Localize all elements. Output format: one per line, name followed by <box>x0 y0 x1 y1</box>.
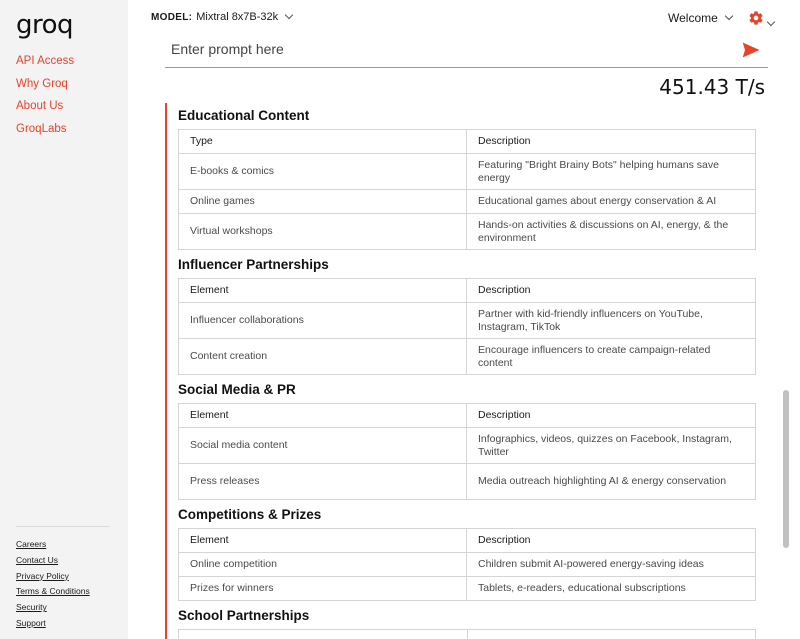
sidebar-divider <box>16 526 110 527</box>
footer-link-careers[interactable]: Careers <box>16 539 47 549</box>
section-influencer-partnerships <box>167 252 770 375</box>
table-row <box>179 303 756 339</box>
column-header: Type <box>179 130 467 154</box>
table-row <box>179 214 756 250</box>
table-cell: E-books & comics <box>179 154 467 190</box>
column-header: Description <box>467 130 756 154</box>
table-header-row <box>179 404 756 428</box>
chevron-down-icon <box>285 11 293 19</box>
table-cell: Infographics, videos, quizzes on Facebook, Instagram, Twitter <box>467 428 756 464</box>
section-educational-content <box>167 103 770 250</box>
section-title: Influencer Partnerships <box>178 257 329 272</box>
table-row <box>179 154 756 190</box>
table-cell: Influencer collaborations <box>179 303 467 339</box>
table-header-row <box>179 630 756 639</box>
section-social-media-pr <box>167 377 770 500</box>
user-menu[interactable] <box>668 11 732 25</box>
welcome-text: Welcome <box>668 11 718 25</box>
table-cell: Tablets, e-readers, educational subscriptions <box>467 577 756 601</box>
column-header: Description <box>467 529 756 553</box>
section-title: School Partnerships <box>178 608 310 623</box>
table-cell: Content creation <box>179 339 467 375</box>
table-header-row <box>179 130 756 154</box>
table-cell: Children submit AI-powered energy-saving ideas <box>467 553 756 577</box>
column-header <box>179 630 468 639</box>
prompt-input[interactable] <box>165 34 705 64</box>
section-school-partnerships <box>167 603 770 639</box>
table-row <box>179 464 756 500</box>
table-cell: Encourage influencers to create campaign-related content <box>467 339 756 375</box>
table-cell: Social media content <box>179 428 467 464</box>
section-competitions-prizes <box>167 502 770 601</box>
send-arrow-icon[interactable] <box>742 42 760 58</box>
footer-link-terms[interactable]: Terms & Conditions <box>16 586 90 597</box>
table-row <box>179 577 756 601</box>
column-header <box>467 630 756 639</box>
column-header: Description <box>467 279 756 303</box>
chevron-down-icon <box>725 12 733 20</box>
sidebar <box>0 0 128 639</box>
table-cell: Partner with kid-friendly influencers on YouTube, Instagram, TikTok <box>467 303 756 339</box>
sidebar-item-why-groq[interactable]: Why Groq <box>16 77 68 90</box>
gear-icon[interactable] <box>748 10 764 26</box>
sidebar-item-api-access[interactable]: API Access <box>16 55 75 67</box>
footer-links <box>16 538 90 633</box>
section-title: Competitions & Prizes <box>178 507 322 522</box>
data-table <box>178 278 756 375</box>
model-selector[interactable] <box>151 11 292 23</box>
table-header-row <box>179 529 756 553</box>
table-row <box>179 339 756 375</box>
table-header-row <box>179 279 756 303</box>
footer-link-security[interactable]: Security <box>16 602 47 613</box>
column-header: Description <box>467 404 756 428</box>
chevron-down-icon <box>767 18 775 26</box>
sidebar-item-groqlabs[interactable]: GroqLabs <box>16 122 67 135</box>
footer-link-contact-us[interactable]: Contact Us <box>16 554 59 565</box>
footer-link-privacy-policy[interactable]: Privacy Policy <box>16 570 69 581</box>
table-row <box>179 553 756 577</box>
table-row <box>179 190 756 214</box>
sidebar-item-about-us[interactable]: About Us <box>16 100 64 112</box>
section-title: Educational Content <box>178 108 310 123</box>
table-cell: Press releases <box>179 464 467 500</box>
column-header: Element <box>179 404 467 428</box>
throughput-readout: 451.43 T/s <box>659 75 765 99</box>
section-title: Social Media & PR <box>178 382 296 397</box>
table-cell: Virtual workshops <box>179 214 467 250</box>
table-cell: Online competition <box>179 553 467 577</box>
data-table <box>178 528 756 601</box>
table-cell: Online games <box>179 190 467 214</box>
sidebar-nav <box>16 55 74 145</box>
table-cell: Prizes for winners <box>179 577 467 601</box>
model-label: MODEL: <box>151 11 193 23</box>
data-table <box>178 129 756 250</box>
table-cell: Hands-on activities & discussions on AI, energy, & the environment <box>467 214 756 250</box>
footer-link-support[interactable]: Support <box>16 617 46 628</box>
model-value: Mixtral 8x7B-32k <box>196 11 279 23</box>
data-table <box>178 629 756 639</box>
table-row <box>179 428 756 464</box>
settings-chevron[interactable] <box>768 12 774 30</box>
table-cell: Featuring "Bright Brainy Bots" helping humans save energy <box>467 154 756 190</box>
table-cell: Media outreach highlighting AI & energy conservation <box>467 464 756 500</box>
column-header: Element <box>179 529 467 553</box>
table-cell: Educational games about energy conservation & AI <box>467 190 756 214</box>
data-table <box>178 403 756 500</box>
groq-logo[interactable]: groq <box>16 10 74 40</box>
response-content <box>165 103 770 639</box>
scrollbar-thumb[interactable] <box>783 390 789 548</box>
prompt-bar <box>165 34 768 68</box>
column-header: Element <box>179 279 467 303</box>
